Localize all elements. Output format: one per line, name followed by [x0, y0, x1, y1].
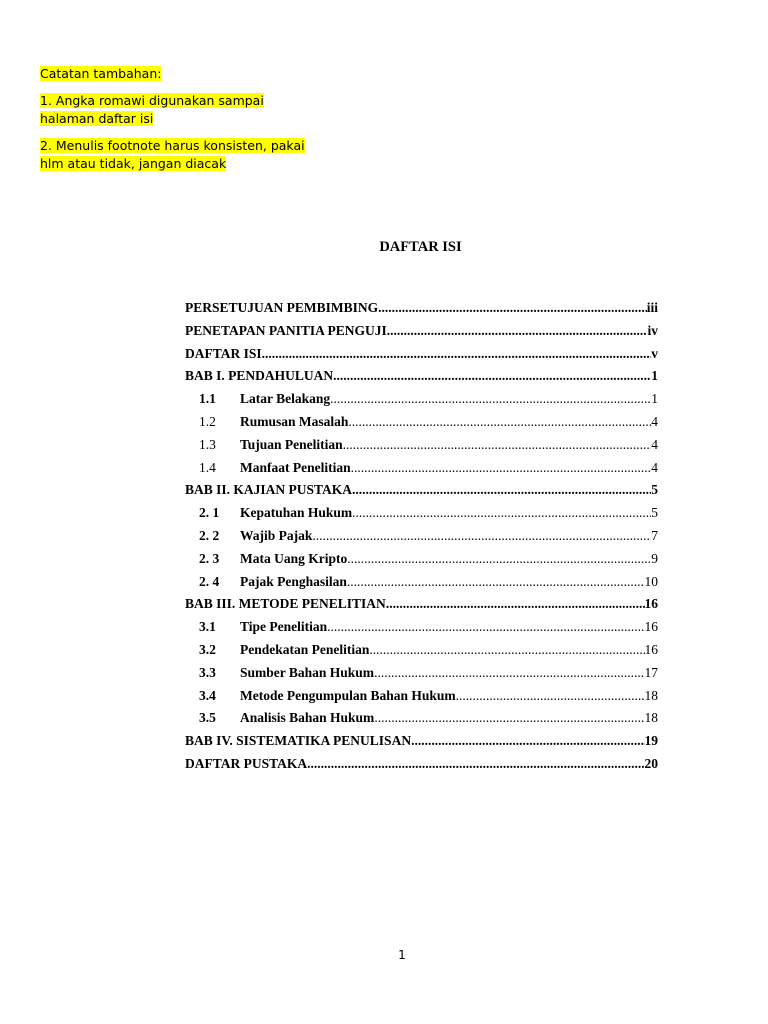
toc-section-entry	[185, 710, 658, 733]
toc-page-number: 4	[651, 436, 658, 452]
toc-chapter-entry	[185, 733, 658, 756]
toc-section-entry	[185, 665, 658, 688]
toc-section-number: 1.4	[199, 459, 216, 475]
toc-entry-label: Sumber Bahan Hukum	[240, 664, 375, 680]
toc-entry-label: Kepatuhan Hukum	[240, 505, 353, 521]
toc-section-entry	[185, 391, 658, 414]
toc-page-number: 1	[651, 368, 658, 384]
toc-dot-leader	[330, 391, 651, 407]
toc-section-number: 2. 4	[199, 573, 220, 589]
toc-chapter-entry	[185, 756, 658, 779]
toc-dot-leader	[352, 505, 651, 521]
toc-title: DAFTAR ISI	[379, 239, 462, 255]
toc-chapter-entry	[185, 300, 658, 323]
toc-entry-label: PENETAPAN PANITIA PENGUJI	[185, 322, 387, 338]
toc-entry-label: Mata Uang Kripto	[240, 550, 348, 566]
toc-section-number: 2. 2	[199, 527, 220, 543]
toc-entry-label: BAB I. PENDAHULUAN	[185, 368, 334, 384]
toc-section-number: 3.2	[199, 641, 216, 657]
toc-section-entry	[185, 528, 658, 551]
toc-chapter-entry	[185, 482, 658, 505]
toc-page-number: 16	[644, 596, 658, 612]
toc-page-number: 1	[651, 391, 658, 407]
toc-page-number: iv	[647, 322, 658, 338]
toc-section-entry	[185, 688, 658, 711]
toc-section-number: 3.4	[199, 687, 216, 703]
table-of-contents	[185, 300, 658, 779]
toc-section-entry	[185, 574, 658, 597]
toc-dot-leader	[347, 551, 651, 567]
note-item-1: 1. Angka romawi digunakan sampai halaman daftar isi	[40, 93, 264, 126]
notes-title-line	[40, 65, 310, 83]
toc-page-number: 17	[644, 664, 658, 680]
toc-section-entry	[185, 414, 658, 437]
toc-page-number: 10	[644, 573, 658, 589]
toc-dot-leader	[343, 437, 652, 453]
toc-page-number: 18	[644, 687, 658, 703]
toc-chapter-entry	[185, 346, 658, 369]
additional-notes	[40, 65, 310, 182]
toc-entry-label: Rumusan Masalah	[240, 413, 349, 429]
toc-dot-leader	[262, 346, 652, 362]
toc-section-number: 3.3	[199, 664, 216, 680]
toc-dot-leader	[307, 756, 644, 772]
toc-page-number: 4	[651, 413, 658, 429]
toc-section-number: 1.3	[199, 436, 216, 452]
toc-entry-label: BAB II. KAJIAN PUSTAKA	[185, 482, 353, 498]
toc-entry-label: Tipe Penelitian	[240, 619, 328, 635]
toc-dot-leader	[347, 574, 645, 590]
toc-dot-leader	[386, 596, 645, 612]
toc-dot-leader	[378, 300, 647, 316]
toc-dot-leader	[374, 710, 644, 726]
toc-section-number: 1.1	[199, 391, 216, 407]
toc-dot-leader	[348, 414, 651, 430]
toc-page-number: 9	[651, 550, 658, 566]
note-item-1-line	[40, 92, 310, 128]
toc-dot-leader	[351, 460, 652, 476]
toc-dot-leader	[312, 528, 651, 544]
toc-entry-label: Pendekatan Penelitian	[240, 641, 370, 657]
toc-section-number: 3.5	[199, 710, 216, 726]
toc-section-entry	[185, 437, 658, 460]
toc-section-number: 3.1	[199, 619, 216, 635]
toc-dot-leader	[456, 688, 645, 704]
toc-section-entry	[185, 619, 658, 642]
toc-entry-label: Analisis Bahan Hukum	[240, 710, 375, 726]
toc-section-entry	[185, 642, 658, 665]
toc-entry-label: Pajak Penghasilan	[240, 573, 347, 589]
toc-chapter-entry	[185, 368, 658, 391]
toc-section-number: 2. 3	[199, 550, 220, 566]
toc-section-entry	[185, 505, 658, 528]
toc-page-number: v	[651, 345, 658, 361]
toc-dot-leader	[333, 368, 651, 384]
toc-dot-leader	[327, 619, 644, 635]
note-item-2-line	[40, 137, 310, 173]
notes-title: Catatan tambahan:	[40, 66, 162, 81]
toc-page-number: 19	[644, 733, 658, 749]
toc-section-number: 2. 1	[199, 505, 220, 521]
toc-page-number: 5	[651, 482, 658, 498]
note-item-2: 2. Menulis footnote harus konsisten, pakai hlm atau tidak, jangan diacak	[40, 138, 305, 171]
toc-entry-label: Metode Pengumpulan Bahan Hukum	[240, 687, 456, 703]
toc-page-number: 16	[644, 641, 658, 657]
toc-section-entry	[185, 460, 658, 483]
toc-dot-leader	[352, 482, 651, 498]
toc-section-entry	[185, 551, 658, 574]
toc-dot-leader	[374, 665, 644, 681]
toc-page-number: 7	[651, 527, 658, 543]
toc-page-number: 16	[644, 619, 658, 635]
toc-dot-leader	[411, 733, 644, 749]
toc-entry-label: PERSETUJUAN PEMBIMBING	[185, 300, 379, 315]
toc-page-number: 20	[644, 755, 658, 771]
toc-dot-leader	[387, 323, 648, 339]
toc-page-number: 18	[644, 710, 658, 726]
toc-entry-label: Wajib Pajak	[240, 527, 313, 543]
toc-page-number: 4	[651, 459, 658, 475]
page-number: 1	[398, 948, 406, 962]
toc-entry-label: DAFTAR ISI	[185, 345, 262, 361]
toc-page-number: 5	[651, 505, 658, 521]
toc-entry-label: DAFTAR PUSTAKA	[185, 755, 308, 771]
toc-entry-label: Tujuan Penelitian	[240, 436, 343, 452]
toc-chapter-entry	[185, 596, 658, 619]
toc-entry-label: Latar Belakang	[240, 391, 331, 407]
toc-section-number: 1.2	[199, 413, 216, 429]
toc-chapter-entry	[185, 323, 658, 346]
toc-entry-label: BAB IV. SISTEMATIKA PENULISAN	[185, 733, 412, 749]
toc-page-number: iii	[646, 300, 658, 315]
toc-dot-leader	[369, 642, 644, 658]
toc-entry-label: Manfaat Penelitian	[240, 459, 351, 475]
toc-entry-label: BAB III. METODE PENELITIAN	[185, 596, 386, 612]
